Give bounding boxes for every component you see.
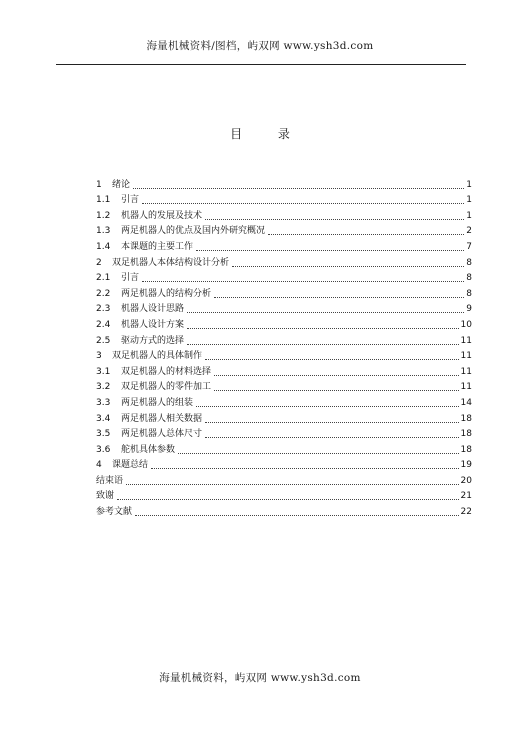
- toc-entry-title: 双足机器人的具体制作: [112, 351, 203, 362]
- toc-entry-title: 本课题的主要工作: [121, 241, 194, 252]
- toc-entry[interactable]: [96, 362, 472, 378]
- toc-entry[interactable]: [96, 206, 472, 222]
- toc-title: 目 录: [230, 127, 306, 141]
- toc-entry[interactable]: [96, 502, 472, 518]
- toc-entry-title: 机器人设计方案: [121, 319, 185, 330]
- toc-entry-number: 3.6: [96, 444, 111, 455]
- toc-dot-leader: [232, 266, 464, 267]
- toc-entry-page: 22: [460, 507, 472, 518]
- toc-entry-title: 参考文献: [96, 507, 133, 518]
- toc-dot-leader: [196, 406, 459, 407]
- toc-entry[interactable]: [96, 191, 472, 207]
- toc-entry[interactable]: [96, 331, 472, 347]
- toc-dot-leader: [135, 515, 459, 516]
- toc-entry-page: 11: [460, 335, 472, 346]
- toc-entry-number: 1.2: [96, 210, 111, 221]
- toc-entry-page: 9: [466, 304, 472, 315]
- toc-entry-page: 10: [460, 319, 472, 330]
- toc-entry-title: 两足机器人的优点及国内外研究概况: [121, 226, 266, 237]
- toc-entry-title: 两足机器人相关数据: [121, 413, 203, 424]
- toc-entry-page: 8: [466, 273, 472, 284]
- toc-entry[interactable]: [96, 393, 472, 409]
- toc-entry[interactable]: [96, 300, 472, 316]
- toc-entry-page: 1: [466, 210, 472, 221]
- toc-entry[interactable]: [96, 378, 472, 394]
- toc-entry-page: 11: [460, 382, 472, 393]
- toc-entry-page: 21: [460, 491, 472, 502]
- toc-entry[interactable]: [96, 237, 472, 253]
- toc-dot-leader: [205, 422, 459, 423]
- toc-dot-leader: [214, 297, 464, 298]
- toc-entry-title: 两足机器人总体尺寸: [121, 429, 203, 440]
- toc-dot-leader: [214, 375, 459, 376]
- toc-entry-page: 2: [466, 226, 472, 237]
- table-of-contents: [96, 175, 472, 518]
- toc-entry[interactable]: [96, 471, 472, 487]
- toc-dot-leader: [133, 188, 464, 189]
- toc-entry-title: 双足机器人的零件加工: [121, 382, 212, 393]
- toc-entry-title: 绪论: [112, 179, 131, 190]
- toc-entry-page: 11: [460, 351, 472, 362]
- toc-entry[interactable]: [96, 315, 472, 331]
- toc-entry-number: 1.1: [96, 195, 111, 206]
- toc-dot-leader: [187, 312, 464, 313]
- toc-entry-number: 2.2: [96, 288, 111, 299]
- toc-entry-number: 2.5: [96, 335, 111, 346]
- toc-entry-number: 2: [96, 257, 102, 268]
- toc-entry-number: 3.3: [96, 397, 111, 408]
- toc-entry[interactable]: [96, 253, 472, 269]
- toc-dot-leader: [205, 359, 459, 360]
- toc-entry-page: 8: [466, 288, 472, 299]
- toc-entry-number: 3: [96, 351, 102, 362]
- toc-entry-number: 1: [96, 179, 102, 190]
- toc-entry[interactable]: [96, 440, 472, 456]
- toc-dot-leader: [187, 328, 459, 329]
- toc-entry-title: 致谢: [96, 491, 115, 502]
- toc-dot-leader: [268, 234, 464, 235]
- toc-entry-title: 机器人的发展及技术: [121, 210, 203, 221]
- toc-entry-title: 结束语: [96, 475, 124, 486]
- toc-dot-leader: [214, 390, 459, 391]
- toc-entry-page: 14: [460, 397, 472, 408]
- toc-entry-title: 双足机器人本体结构设计分析: [112, 257, 230, 268]
- toc-entry[interactable]: [96, 425, 472, 441]
- toc-entry-title: 驱动方式的选择: [121, 335, 185, 346]
- toc-dot-leader: [187, 344, 459, 345]
- toc-entry-page: 1: [466, 195, 472, 206]
- toc-entry-title: 双足机器人的材料选择: [121, 366, 212, 377]
- toc-entry[interactable]: [96, 409, 472, 425]
- toc-entry-title: 机器人设计思路: [121, 304, 185, 315]
- toc-entry-title: 引言: [121, 195, 140, 206]
- toc-entry-page: 8: [466, 257, 472, 268]
- toc-entry-number: 2.1: [96, 273, 111, 284]
- toc-entry-number: 1.4: [96, 241, 111, 252]
- toc-dot-leader: [142, 203, 464, 204]
- toc-entry-page: 1: [466, 179, 472, 190]
- toc-entry-number: 3.2: [96, 382, 111, 393]
- toc-dot-leader: [196, 250, 464, 251]
- toc-entry-page: 20: [460, 475, 472, 486]
- toc-entry-number: 2.4: [96, 319, 111, 330]
- page-footer: 海量机械资料，屿双网 www.ysh3d.com: [159, 672, 361, 684]
- toc-entry-number: 2.3: [96, 304, 111, 315]
- toc-entry[interactable]: [96, 269, 472, 285]
- toc-dot-leader: [205, 437, 459, 438]
- toc-entry-title: 课题总结: [112, 460, 149, 471]
- toc-dot-leader: [117, 499, 459, 500]
- toc-entry-page: 11: [460, 366, 472, 377]
- toc-entry-number: 1.3: [96, 226, 111, 237]
- toc-entry-page: 19: [460, 460, 472, 471]
- toc-dot-leader: [205, 219, 464, 220]
- toc-entry-number: 3.1: [96, 366, 111, 377]
- header-rule: [56, 64, 466, 65]
- toc-dot-leader: [126, 484, 459, 485]
- toc-entry-page: 18: [460, 429, 472, 440]
- toc-entry-page: 7: [466, 241, 472, 252]
- toc-dot-leader: [151, 468, 459, 469]
- toc-entry[interactable]: [96, 222, 472, 238]
- toc-entry[interactable]: [96, 487, 472, 503]
- toc-entry-title: 引言: [121, 273, 140, 284]
- toc-dot-leader: [142, 281, 464, 282]
- toc-entry[interactable]: [96, 175, 472, 191]
- toc-entry[interactable]: [96, 284, 472, 300]
- toc-dot-leader: [178, 453, 459, 454]
- toc-entry-number: 3.5: [96, 429, 111, 440]
- toc-entry-number: 3.4: [96, 413, 111, 424]
- toc-entry-number: 4: [96, 460, 102, 471]
- page-header: 海量机械资料/图档，屿双网 www.ysh3d.com: [146, 40, 374, 52]
- toc-entry-title: 两足机器人的结构分析: [121, 288, 212, 299]
- toc-entry-title: 两足机器人的组装: [121, 397, 194, 408]
- toc-entry[interactable]: [96, 347, 472, 363]
- toc-entry[interactable]: [96, 456, 472, 472]
- toc-entry-page: 18: [460, 444, 472, 455]
- toc-entry-page: 18: [460, 413, 472, 424]
- toc-entry-title: 舵机具体参数: [121, 444, 176, 455]
